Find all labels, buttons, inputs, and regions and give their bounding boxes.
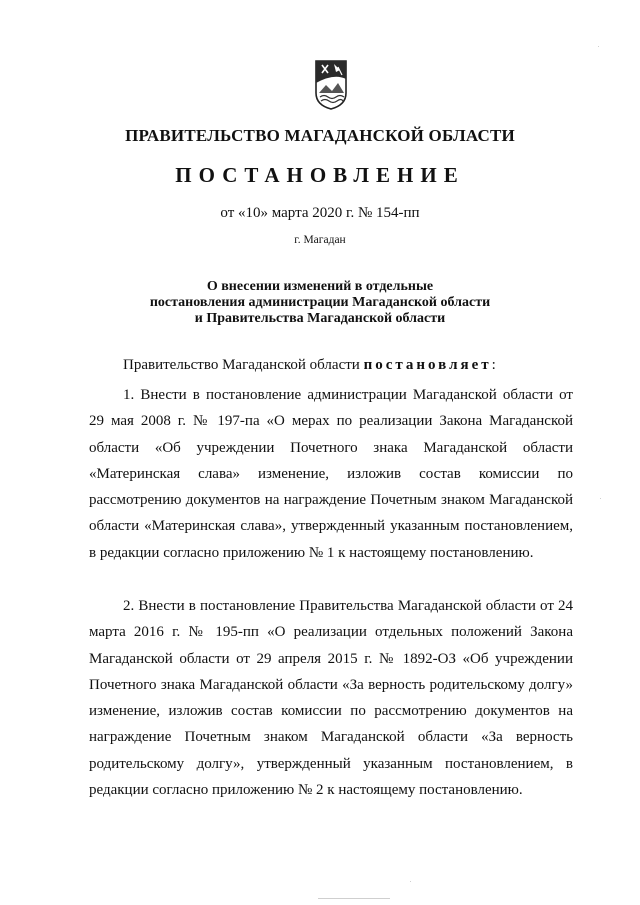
subject-line: постановления администрации Магаданской области [149,295,491,310]
document-subject [0,279,640,327]
resolution-intro [123,357,496,374]
document-date-number: от «10» марта 2020 г. № 154-пп [220,205,420,221]
scan-mark [598,46,599,47]
subject-line: и Правительства Магаданской области [194,311,446,326]
paragraph-1: 1. Внести в постановление администрации Магаданской области от 29 мая 2008 г. № 197-па «О мерах по реализации Закона Магаданской области «Об учреждении Почетного знака Магаданской области «Материнская слава» изменение, изложив состав комиссии по рассмотрению документов на награждение Почетным знаком Магаданской области «Материнская слава», утвержденный указанным постановлением, в редакции согласно приложению № 1 к настоящему постановлению. [89,387,573,561]
organization-title: ПРАВИТЕЛЬСТВО МАГАДАНСКОЙ ОБЛАСТИ [125,126,515,145]
subject-line: О внесении изменений в отдельные [206,279,434,294]
document-city: г. Магадан [294,234,346,246]
scan-mark [410,881,411,882]
intro-text: Правительство Магаданской области [123,357,364,373]
scan-mark [318,898,390,899]
scan-mark [600,498,601,499]
document-type-title: ПОСТАНОВЛЕНИЕ [175,163,465,187]
paragraph-2: 2. Внести в постановление Правительства Магаданской области от 24 марта 2016 г. № 195-пп «О реализации отдельных положений Закона Магаданской области от 29 апреля 2015 г. № 1892-ОЗ «Об учреждении Почетного знака Магаданской области «За верность родительскому долгу» изменение, изложив состав комиссии по рассмотрению документов на награждение Почетным знаком Магаданской области «За верность родительскому долгу», утвержденный указанным постановлением, в редакции согласно приложению № 2 к настоящему постановлению. [89,598,573,799]
intro-verb: постановляет [363,357,492,373]
intro-colon: : [491,357,496,373]
coat-of-arms-icon [314,59,348,111]
